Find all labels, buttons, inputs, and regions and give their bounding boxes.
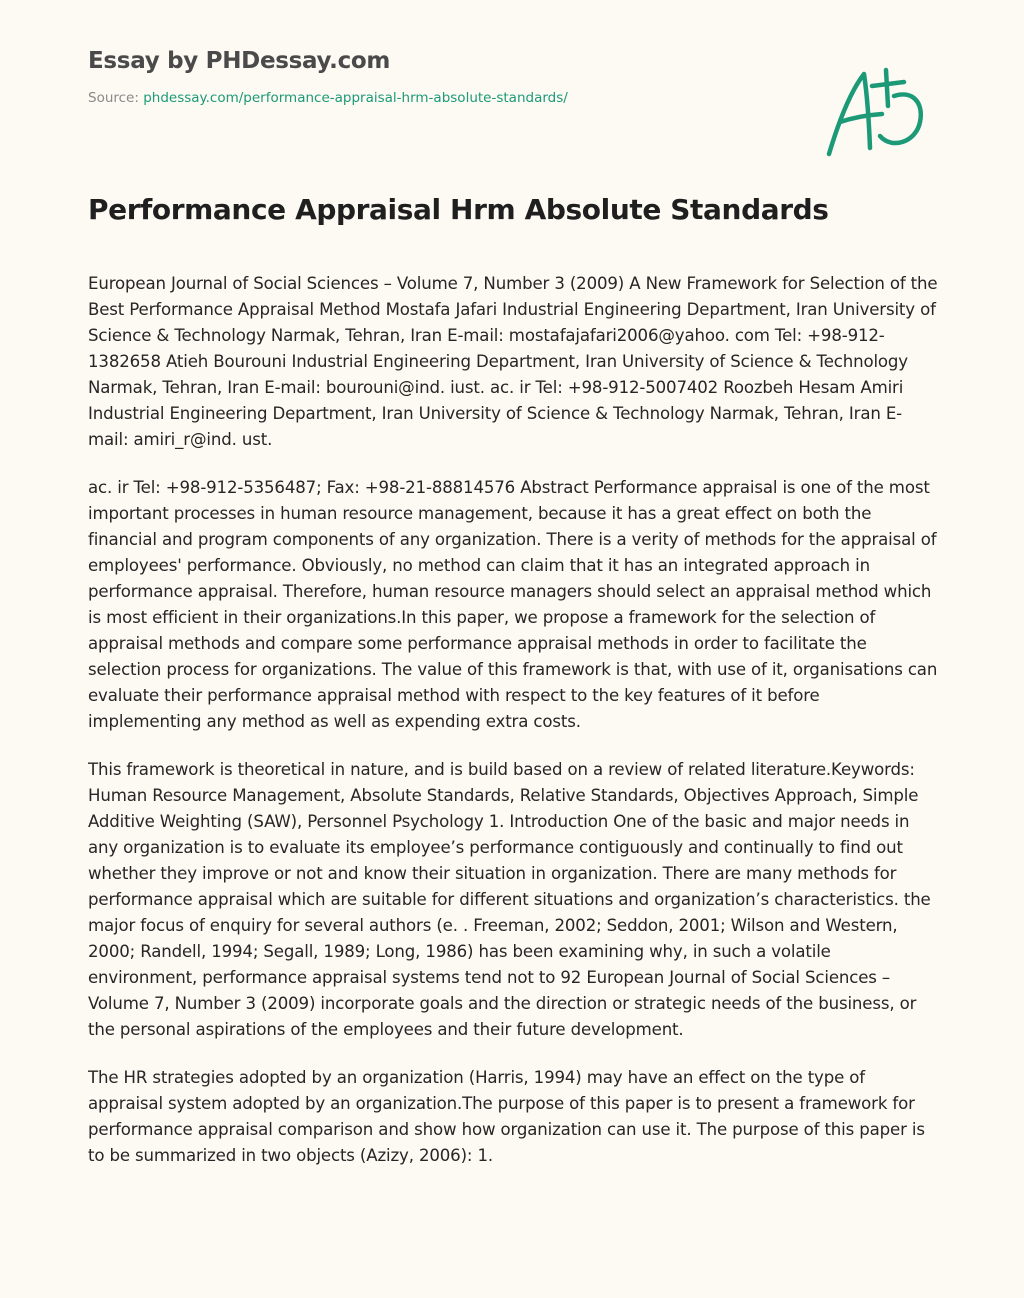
page-header — [88, 48, 788, 106]
source-link[interactable]: phdessay.com/performance-appraisal-hrm-absolute-standards/ — [143, 90, 568, 106]
essay-paragraph: This framework is theoretical in nature, and is build based on a review of related literature.Keywords: Human Resource Management, Absolute Standards, Relative Standards, Objectives Approach, Simple Additive Weighting (SAW), Personnel Psychology 1. Introduction One of the basic and major needs in any organization is to evaluate its employee’s performance contiguously and continually to find out whether they improve or not and know their situation in organization. There are many methods for performance appraisal which are suitable for different situations and organization’s characteristics. the major focus of enquiry for several authors (e. . Freeman, 2002; Seddon, 2001; Wilson and Western, 2000; Randell, 1994; Segall, 1989; Long, 1986) has been examining why, in such a volatile environment, performance appraisal systems tend not to 92 European Journal of Social Sciences – Volume 7, Number 3 (2009) incorporate goals and the direction or strategic needs of the business, or the personal aspirations of the employees and their future development. — [88, 760, 931, 1039]
site-brand[interactable]: Essay by PHDessay.com — [88, 48, 391, 74]
essay-body — [88, 271, 938, 1251]
essay-paragraph: The HR strategies adopted by an organization (Harris, 1994) may have an effect on the type of appraisal system adopted by an organization.The purpose of this paper is to present a framework for performance appraisal comparison and show how organization can use it. The purpose of this paper is to be summarized in two objects (Azizy, 2006): 1. — [88, 1068, 925, 1165]
a-plus-grade-icon — [820, 62, 930, 162]
source-line — [88, 90, 788, 106]
essay-paragraph: European Journal of Social Sciences – Volume 7, Number 3 (2009) A New Framework for Selection of the Best Performance Appraisal Method Mostafa Jafari Industrial Engineering Department, Iran University of Science & Technology Narmak, Tehran, Iran E-mail: mostafajafari2006@yahoo. com Tel: +98-912-1382658 Atieh Bourouni Industrial Engineering Department, Iran University of Science & Technology Narmak, Tehran, Iran E-mail: bourouni@ind. iust. ac. ir Tel: +98-912-5007402 Roozbeh Hesam Amiri Industrial Engineering Department, Iran University of Science & Technology Narmak, Tehran, Iran E-mail: amiri_r@ind. ust. — [88, 274, 938, 449]
essay-title: Performance Appraisal Hrm Absolute Standards — [88, 193, 829, 226]
source-label: Source: — [88, 90, 144, 106]
essay-paragraph: ac. ir Tel: +98-912-5356487; Fax: +98-21-88814576 Abstract Performance appraisal is one of the most important processes in human resource management, because it has a great effect on both the financial and program components of any organization. There is a verity of methods for the appraisal of employees' performance. Obviously, no method can claim that it has an integrated approach in performance appraisal. Therefore, human resource managers should select an appraisal method which is most efficient in their organizations.In this paper, we propose a framework for the selection of appraisal methods and compare some performance appraisal methods in order to facilitate the selection process for organizations. The value of this framework is that, with use of it, organisations can evaluate their performance appraisal method with respect to the key features of it before implementing any method as well as expending extra costs. — [88, 478, 938, 731]
